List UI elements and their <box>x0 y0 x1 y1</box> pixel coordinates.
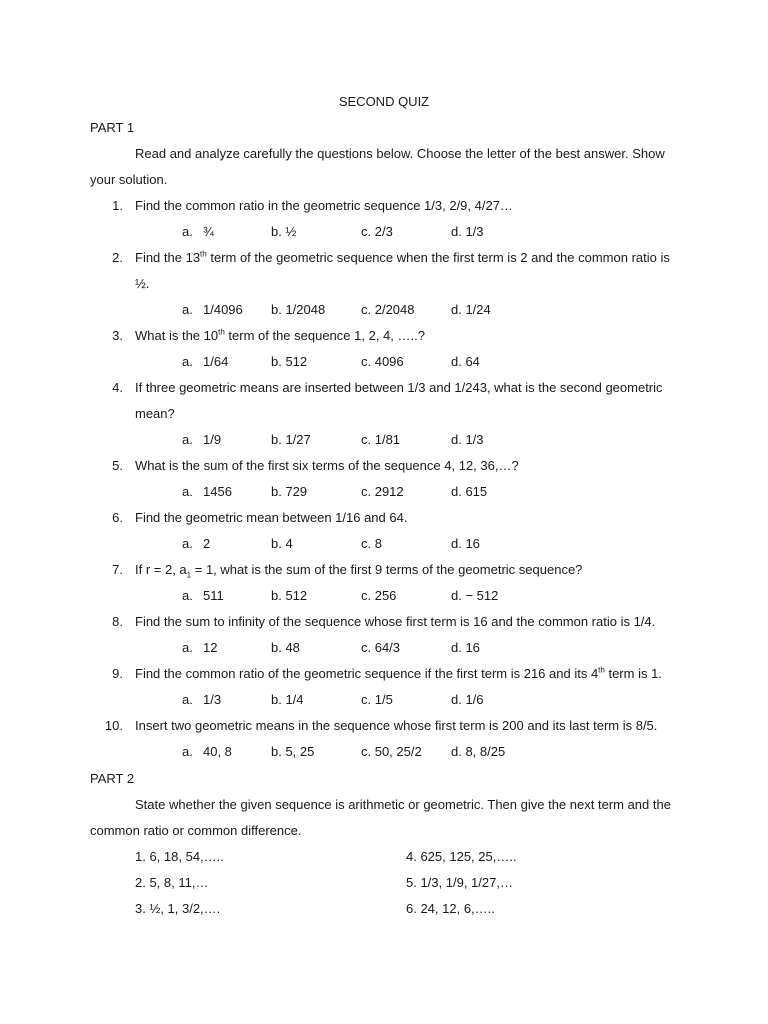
option-b: b. 512 <box>271 588 308 603</box>
question-number: 7. <box>112 562 123 577</box>
option-letter-a: a. <box>182 302 193 317</box>
option-b: b. 512 <box>271 354 308 369</box>
option-b: b. 1/2048 <box>271 302 326 317</box>
option-a: 2 <box>203 536 211 551</box>
option-letter-a: a. <box>182 432 193 447</box>
superscript: th <box>598 665 605 675</box>
option-letter-a: a. <box>182 354 193 369</box>
option-letter-a: a. <box>182 692 193 707</box>
option-d: d. 1/3 <box>451 224 484 239</box>
question-text-part: term of the geometric sequence when the first term is 2 and the common ratio is <box>206 250 670 265</box>
option-a: 1/64 <box>203 354 229 369</box>
option-c: c. 8 <box>361 536 382 551</box>
option-d: d. 16 <box>451 536 480 551</box>
question-number: 4. <box>112 380 123 395</box>
part1-instructions-line1: Read and analyze carefully the questions below. Choose the letter of the best answer. Show <box>135 146 665 161</box>
superscript: th <box>218 327 225 337</box>
question-number: 1. <box>112 198 123 213</box>
option-d: d. 1/24 <box>451 302 491 317</box>
part1-instructions-line2: your solution. <box>90 172 168 187</box>
question-text: If three geometric means are inserted between 1/3 and 1/243, what is the second geometric <box>135 380 663 395</box>
question-text: Insert two geometric means in the sequence whose first term is 200 and its last term is 8/5. <box>135 718 658 733</box>
question-text-part: Find the 13 <box>135 250 201 265</box>
question-number: 6. <box>112 510 123 525</box>
option-c: c. 64/3 <box>361 640 401 655</box>
option-b: b. 48 <box>271 640 300 655</box>
part2-item: 5. 1/3, 1/9, 1/27,… <box>406 875 513 890</box>
option-a: 511 <box>203 588 224 603</box>
question-number: 10. <box>104 718 123 733</box>
question-text: Find the geometric mean between 1/16 and 64. <box>135 510 408 525</box>
question-text: What is the sum of the first six terms of the sequence 4, 12, 36,…? <box>135 458 519 473</box>
option-a: ¾ <box>203 224 214 239</box>
option-letter-a: a. <box>182 536 193 551</box>
question-text <box>135 249 670 267</box>
option-d: d. 1/6 <box>451 692 484 707</box>
option-d: d. 615 <box>451 484 488 499</box>
option-c: c. 50, 25/2 <box>361 744 422 759</box>
option-b: b. 729 <box>271 484 308 499</box>
option-b: b. 1/4 <box>271 692 304 707</box>
superscript: th <box>200 249 207 259</box>
part2-heading: PART 2 <box>90 771 135 786</box>
question-text-part: = 1, what is the sum of the first 9 terms of the geometric sequence? <box>191 562 583 577</box>
option-c: c. 2/2048 <box>361 302 415 317</box>
part2-instructions-line2: common ratio or common difference. <box>90 823 302 838</box>
option-b: b. 5, 25 <box>271 744 315 759</box>
option-c: c. 4096 <box>361 354 404 369</box>
part2-item: 3. ½, 1, 3/2,…. <box>135 901 221 916</box>
option-a: 12 <box>203 640 218 655</box>
option-d: d. − 512 <box>451 588 499 603</box>
option-c: c. 1/81 <box>361 432 401 447</box>
question-text-continuation: mean? <box>135 406 175 421</box>
option-d: d. 64 <box>451 354 480 369</box>
question-text-part: Find the common ratio of the geometric sequence if the first term is 216 and its 4 <box>135 666 599 681</box>
option-a: 1/4096 <box>203 302 243 317</box>
question-text <box>135 561 582 579</box>
part1-heading: PART 1 <box>90 120 135 135</box>
subscript: 1 <box>186 570 192 580</box>
option-a: 1/9 <box>203 432 222 447</box>
option-c: c. 2/3 <box>361 224 393 239</box>
option-letter-a: a. <box>182 224 193 239</box>
option-letter-a: a. <box>182 640 193 655</box>
question-number: 3. <box>112 328 123 343</box>
part2-item: 6. 24, 12, 6,….. <box>406 901 495 916</box>
question-text-continuation: ½. <box>135 276 150 291</box>
option-c: c. 1/5 <box>361 692 393 707</box>
part2-instructions-line1: State whether the given sequence is arithmetic or geometric. Then give the next term and the <box>135 797 671 812</box>
question-number: 9. <box>112 666 123 681</box>
question-number: 5. <box>112 458 123 473</box>
option-c: c. 256 <box>361 588 397 603</box>
option-b: b. ½ <box>271 224 297 239</box>
option-letter-a: a. <box>182 744 193 759</box>
option-d: d. 8, 8/25 <box>451 744 506 759</box>
option-letter-a: a. <box>182 588 193 603</box>
option-a: 1456 <box>203 484 232 499</box>
option-c: c. 2912 <box>361 484 404 499</box>
option-a: 1/3 <box>203 692 222 707</box>
option-letter-a: a. <box>182 484 193 499</box>
question-text <box>135 327 425 345</box>
question-number: 2. <box>112 250 123 265</box>
part2-item: 2. 5, 8, 11,… <box>135 875 209 890</box>
question-text-part: term of the sequence 1, 2, 4, …..? <box>224 328 425 343</box>
question-number: 8. <box>112 614 123 629</box>
part2-item: 1. 6, 18, 54,….. <box>135 849 224 864</box>
option-d: d. 16 <box>451 640 480 655</box>
question-text-part: If r = 2, a <box>135 562 187 577</box>
question-text: Find the sum to infinity of the sequence whose first term is 16 and the common ratio is 1/4. <box>135 614 656 629</box>
option-d: d. 1/3 <box>451 432 484 447</box>
question-text-part: What is the 10 <box>135 328 219 343</box>
page-title: SECOND QUIZ <box>338 94 430 109</box>
option-b: b. 1/27 <box>271 432 311 447</box>
question-text: Find the common ratio in the geometric sequence 1/3, 2/9, 4/27… <box>135 198 513 213</box>
question-text-part: term is 1. <box>604 666 662 681</box>
part2-item: 4. 625, 125, 25,….. <box>406 849 517 864</box>
option-b: b. 4 <box>271 536 293 551</box>
question-text <box>135 665 662 683</box>
option-a: 40, 8 <box>203 744 232 759</box>
